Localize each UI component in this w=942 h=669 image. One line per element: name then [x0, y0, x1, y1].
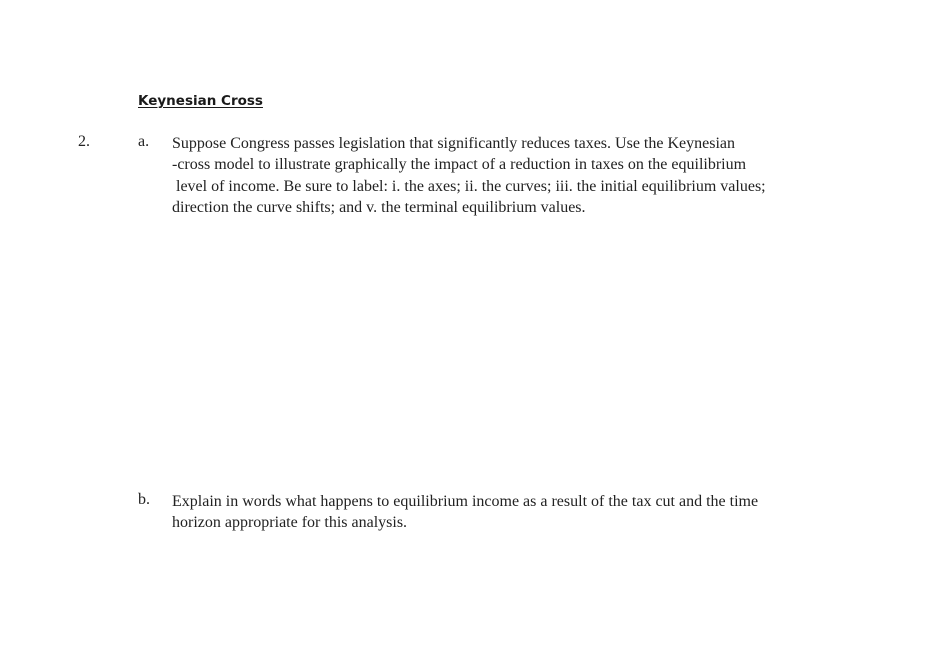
question-number: 2. — [78, 133, 90, 150]
part-a-marker: a. — [138, 133, 150, 150]
section-heading: Keynesian Cross — [138, 93, 263, 109]
part-b-text — [172, 491, 872, 534]
part-a-text — [172, 133, 872, 218]
part-a-line-3: level of income. Be sure to label: i. the axes; ii. the curves; iii. the initial equilibrium values; — [172, 177, 766, 195]
part-a-line-1: Suppose Congress passes legislation that significantly reduces taxes. Use the Keynesian — [172, 135, 735, 152]
part-b-marker: b. — [138, 491, 150, 508]
part-a-line-2: -cross model to illustrate graphically the impact of a reduction in taxes on the equilibrium — [172, 156, 747, 174]
part-a-line-4: direction the curve shifts; and v. the terminal equilibrium values. — [172, 198, 586, 216]
part-b-line-1: Explain in words what happens to equilibrium income as a result of the tax cut and the time — [172, 493, 759, 510]
part-b-line-2: horizon appropriate for this analysis. — [172, 514, 408, 532]
